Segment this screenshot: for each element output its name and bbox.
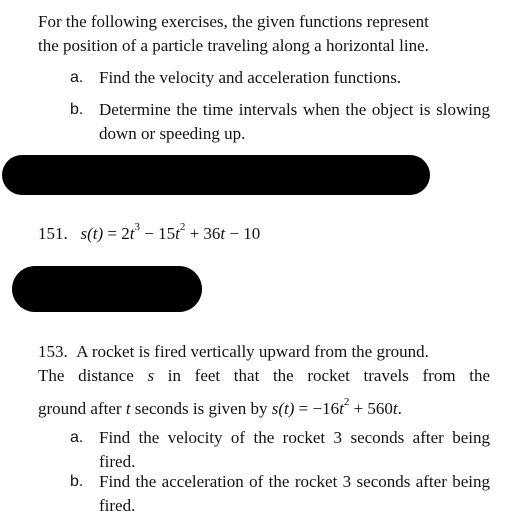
task-a-text: Find the velocity and acceleration functions. [99, 68, 402, 87]
problem-151-number: 151. [38, 224, 68, 243]
task-b-marker: b. [70, 101, 84, 118]
redaction-bar-2 [12, 266, 202, 312]
task-a [70, 66, 490, 90]
problem-153-equation: $s(t) = -16t^2 + 560t$. [271, 396, 402, 418]
problem-153-line-3: ground after t seconds is given by $s(t) = -16t^2 + 560t$. [38, 396, 402, 418]
problem-153-line-1: 153. A rocket is fired vertically upward from the ground. [38, 342, 429, 361]
task-a-marker: a. [70, 69, 84, 86]
intro-line-1: For the following exercises, the given functions represent [38, 12, 429, 31]
problem-153-part-b-marker: b. [70, 473, 84, 490]
intro-line-2: the position of a particle traveling along a horizontal line. [38, 36, 429, 55]
problem-153-part-a-text: Find the velocity of the rocket 3 seconds after being fired. [99, 428, 490, 471]
task-b-text: Determine the time intervals when the object is slowing down or speeding up. [99, 100, 490, 143]
problem-153-part-b [70, 470, 490, 518]
problem-153 [38, 340, 490, 421]
problem-151-equation: $s(t) = 2t^3 - 15t^2 + 36t - 10$ [80, 221, 261, 243]
problem-153-part-a-marker: a. [70, 429, 84, 446]
problem-153-part-b-text: Find the acceleration of the rocket 3 seconds after being fired. [99, 472, 490, 515]
problem-153-line-2: The distance s in feet that the rocket travels from the [38, 366, 490, 385]
problem-153-part-a [70, 426, 490, 474]
redaction-bar-1 [2, 155, 430, 195]
problem-151 [38, 222, 490, 246]
task-b [70, 98, 490, 146]
intro-paragraph [38, 10, 490, 58]
